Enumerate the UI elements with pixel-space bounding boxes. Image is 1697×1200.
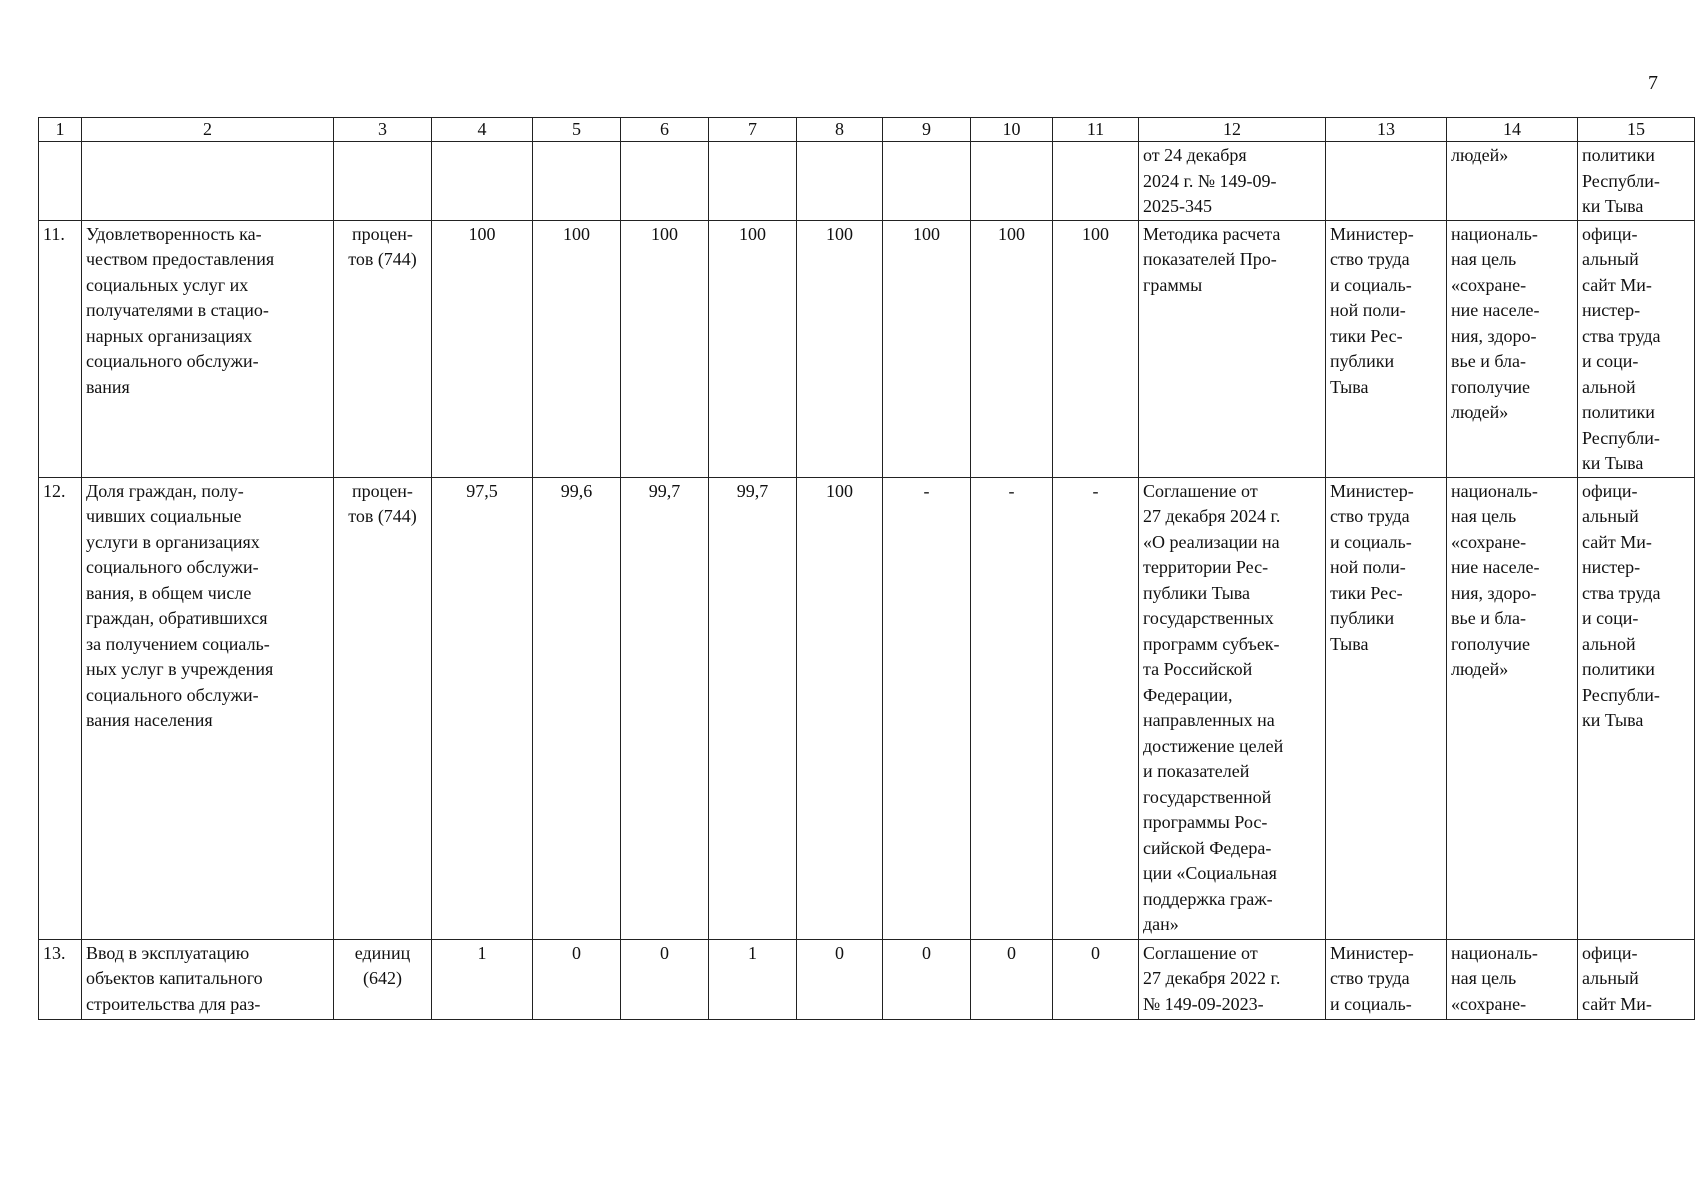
value-cell: 100 — [797, 477, 883, 939]
value-cell — [797, 142, 883, 221]
value-cell: - — [883, 477, 971, 939]
value-cell: 100 — [432, 220, 533, 477]
value-cell — [621, 142, 709, 221]
national-goal-cell: националь- ная цель «сохране- ние населе- ния, здоро- вье и бла- гополучие людей» — [1447, 220, 1578, 477]
value-cell — [432, 142, 533, 221]
indicator-name — [82, 142, 334, 221]
document-basis-cell: от 24 декабря 2024 г. № 149-09- 2025-345 — [1139, 142, 1326, 221]
row-number: 11. — [39, 220, 82, 477]
col-number-6: 6 — [621, 118, 709, 142]
value-cell: 1 — [709, 939, 797, 1019]
col-number-3: 3 — [334, 118, 432, 142]
value-cell: 100 — [533, 220, 621, 477]
national-goal-cell: националь- ная цель «сохране- ние населе- ния, здоро- вье и бла- гополучие людей» — [1447, 477, 1578, 939]
value-cell: 99,7 — [709, 477, 797, 939]
col-number-4: 4 — [432, 118, 533, 142]
value-cell: 0 — [1053, 939, 1139, 1019]
value-cell: 100 — [883, 220, 971, 477]
unit-cell — [334, 142, 432, 221]
page-number: 7 — [1648, 72, 1658, 94]
table-row — [39, 939, 1695, 1019]
col-number-15: 15 — [1578, 118, 1695, 142]
indicators-table — [38, 117, 1695, 1020]
value-cell: 0 — [621, 939, 709, 1019]
value-cell: 99,6 — [533, 477, 621, 939]
info-system-cell: офици- альный сайт Ми- — [1578, 939, 1695, 1019]
value-cell: 0 — [883, 939, 971, 1019]
col-number-14: 14 — [1447, 118, 1578, 142]
value-cell: - — [971, 477, 1053, 939]
indicator-name: Ввод в эксплуатацию объектов капитального строительства для раз- — [82, 939, 334, 1019]
value-cell — [883, 142, 971, 221]
table-row — [39, 220, 1695, 477]
col-number-5: 5 — [533, 118, 621, 142]
col-number-13: 13 — [1326, 118, 1447, 142]
indicator-name: Удовлетворенность ка- чеством предоставления социальных услуг их получателями в стацио- нарных организациях социального обслужи- вания — [82, 220, 334, 477]
responsible-cell: Министер- ство труда и социаль- ной поли- тики Рес- публики Тыва — [1326, 220, 1447, 477]
col-number-10: 10 — [971, 118, 1053, 142]
document-basis-cell: Соглашение от 27 декабря 2024 г. «О реализации на территории Рес- публики Тыва государственных программ субъек- та Российской Федерации, направленных на достижение целей и показателей государственной программы Рос- сийской Федера- ции «Социальная поддержка граж- дан» — [1139, 477, 1326, 939]
value-cell: 0 — [971, 939, 1053, 1019]
value-cell: 97,5 — [432, 477, 533, 939]
value-cell: 100 — [797, 220, 883, 477]
value-cell: 100 — [1053, 220, 1139, 477]
value-cell: 100 — [971, 220, 1053, 477]
responsible-cell: Министер- ство труда и социаль- — [1326, 939, 1447, 1019]
value-cell: - — [1053, 477, 1139, 939]
value-cell: 100 — [709, 220, 797, 477]
table-row — [39, 142, 1695, 221]
col-number-8: 8 — [797, 118, 883, 142]
value-cell: 100 — [621, 220, 709, 477]
national-goal-cell: националь- ная цель «сохране- — [1447, 939, 1578, 1019]
row-number: 13. — [39, 939, 82, 1019]
col-number-9: 9 — [883, 118, 971, 142]
unit-cell: процен- тов (744) — [334, 220, 432, 477]
col-number-1: 1 — [39, 118, 82, 142]
row-number: 12. — [39, 477, 82, 939]
value-cell: 0 — [533, 939, 621, 1019]
value-cell: 1 — [432, 939, 533, 1019]
indicator-name: Доля граждан, полу- чивших социальные услуги в организациях социального обслужи- вания, в общем числе граждан, обратившихся за получением социаль- ных услуг в учреждения социального обслужи- вания населения — [82, 477, 334, 939]
row-number — [39, 142, 82, 221]
col-number-2: 2 — [82, 118, 334, 142]
col-number-7: 7 — [709, 118, 797, 142]
info-system-cell: офици- альный сайт Ми- нистер- ства труда и соци- альной политики Республи- ки Тыва — [1578, 477, 1695, 939]
unit-cell: процен- тов (744) — [334, 477, 432, 939]
responsible-cell — [1326, 142, 1447, 221]
value-cell — [533, 142, 621, 221]
unit-cell: единиц (642) — [334, 939, 432, 1019]
table-row — [39, 477, 1695, 939]
responsible-cell: Министер- ство труда и социаль- ной поли- тики Рес- публики Тыва — [1326, 477, 1447, 939]
document-basis-cell: Методика расчета показателей Про- граммы — [1139, 220, 1326, 477]
value-cell — [971, 142, 1053, 221]
value-cell: 99,7 — [621, 477, 709, 939]
info-system-cell: политики Республи- ки Тыва — [1578, 142, 1695, 221]
column-number-row — [39, 118, 1695, 142]
col-number-12: 12 — [1139, 118, 1326, 142]
value-cell — [709, 142, 797, 221]
national-goal-cell: людей» — [1447, 142, 1578, 221]
info-system-cell: офици- альный сайт Ми- нистер- ства труда и соци- альной политики Республи- ки Тыва — [1578, 220, 1695, 477]
value-cell — [1053, 142, 1139, 221]
col-number-11: 11 — [1053, 118, 1139, 142]
document-basis-cell: Соглашение от 27 декабря 2022 г. № 149-09-2023- — [1139, 939, 1326, 1019]
value-cell: 0 — [797, 939, 883, 1019]
